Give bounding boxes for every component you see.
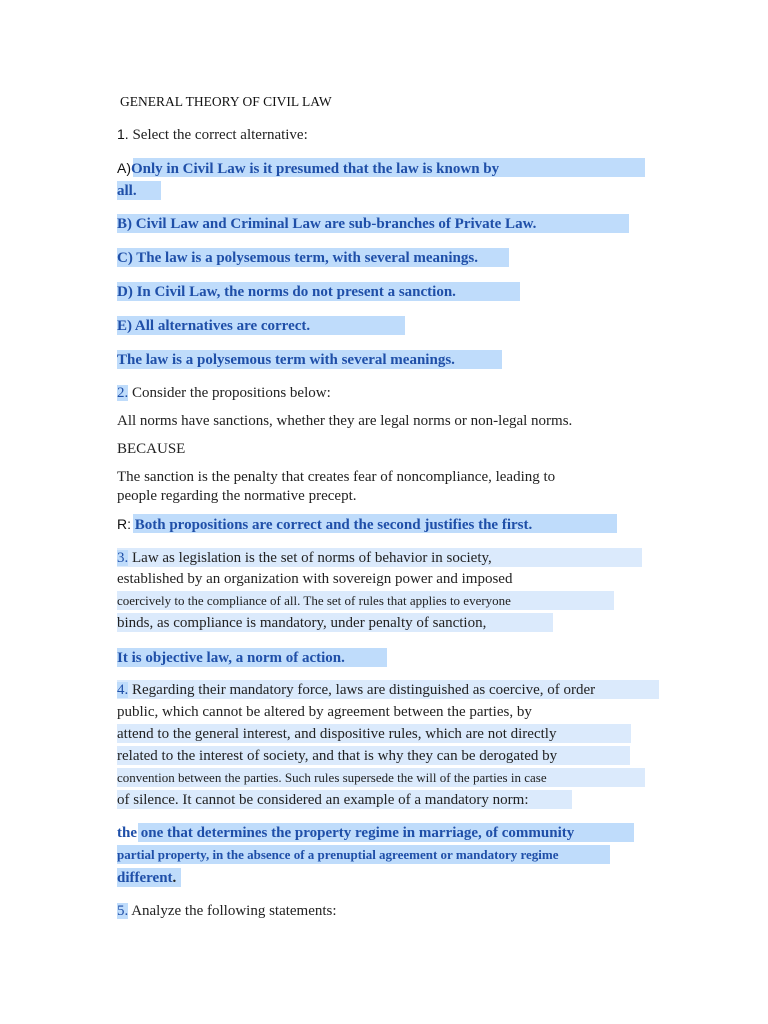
option-d: D) In Civil Law, the norms do not present a sanction. [117, 284, 456, 300]
question-4-answer-line2: partial property, in the absence of a prenuptial agreement or mandatory regime [117, 847, 559, 862]
proposition-1: All norms have sanctions, whether they are legal norms or non-legal norms. [117, 413, 573, 429]
question-3-line4: binds, as compliance is mandatory, under penalty of sanction, [117, 615, 487, 631]
question-5-number: 5. [117, 903, 129, 919]
question-4-line1 [117, 681, 595, 699]
question-4-answer-line1 [117, 824, 574, 842]
option-a-prefix: A) [117, 160, 131, 176]
option-a-line1 [117, 159, 499, 178]
question-2-text: Consider the propositions below: [132, 385, 331, 401]
question-4-line6: of silence. It cannot be considered an example of a mandatory norm: [117, 792, 529, 808]
question-4-line2: public, which cannot be altered by agreement between the parties, by [117, 704, 532, 720]
question-4-line4: related to the interest of society, and that is why they can be derogated by [117, 748, 558, 764]
question-4-line1-text: Regarding their mandatory force, laws are distinguished as coercive, of order [132, 682, 596, 698]
question-3-answer: It is objective law, a norm of action. [117, 650, 345, 666]
option-c-text: C) The law is a polysemous term, with several meanin [117, 250, 461, 266]
question-3-line3: coercively to the compliance of all. The set of rules that applies to everyone [117, 593, 511, 608]
question-1-text: Select the correct alternative: [132, 127, 308, 143]
question-3-line1 [117, 549, 492, 567]
question-1-answer: The law is a polysemous term with several meanings. [117, 352, 455, 368]
proposition-2-line1: The sanction is the penalty that creates fear of noncompliance, leading to [117, 469, 556, 485]
question-3-number: 3. [117, 550, 129, 566]
question-2-answer-text: Both propositions are correct and the second justifies the first. [134, 517, 533, 533]
question-2-prompt [117, 384, 331, 402]
question-4-answer-line3 [117, 869, 176, 887]
option-c [117, 249, 478, 267]
question-4-answer-period: . [172, 870, 177, 886]
question-3-line2: established by an organization with sovereign power and imposed [117, 571, 513, 587]
option-a-line2: all. [117, 183, 137, 199]
question-1-prompt [117, 125, 308, 144]
proposition-2-line2: people regarding the normative precept. [117, 488, 357, 504]
question-4-answer-pre: th [117, 825, 131, 841]
question-4-answer-line1-text: e one that determines the property regime in marriage, of community [130, 825, 575, 841]
question-4-answer-line3-text: different [117, 870, 173, 886]
question-4-line3: attend to the general interest, and dispositive rules, which are not directly [117, 726, 557, 742]
question-1-number: 1. [117, 126, 129, 142]
option-e: E) All alternatives are correct. [117, 318, 311, 334]
option-c-tail: gs. [460, 250, 478, 266]
question-2-number: 2. [117, 385, 129, 401]
question-2-answer [117, 515, 532, 534]
option-b: B) Civil Law and Criminal Law are sub-branches of Private Law. [117, 216, 537, 232]
question-4-number: 4. [117, 682, 129, 698]
question-5-prompt [117, 902, 337, 920]
document-title: GENERAL THEORY OF CIVIL LAW [120, 94, 332, 109]
answer-prefix: R: [117, 516, 131, 532]
question-4-line5: convention between the parties. Such rules supersede the will of the parties in case [117, 770, 547, 785]
question-3-line1-text: Law as legislation is the set of norms of behavior in society, [132, 550, 492, 566]
because-label: BECAUSE [117, 441, 186, 457]
question-5-text: Analyze the following statements: [131, 903, 337, 919]
option-a-text: Only in Civil Law is it presumed that the law is known by [131, 161, 500, 177]
